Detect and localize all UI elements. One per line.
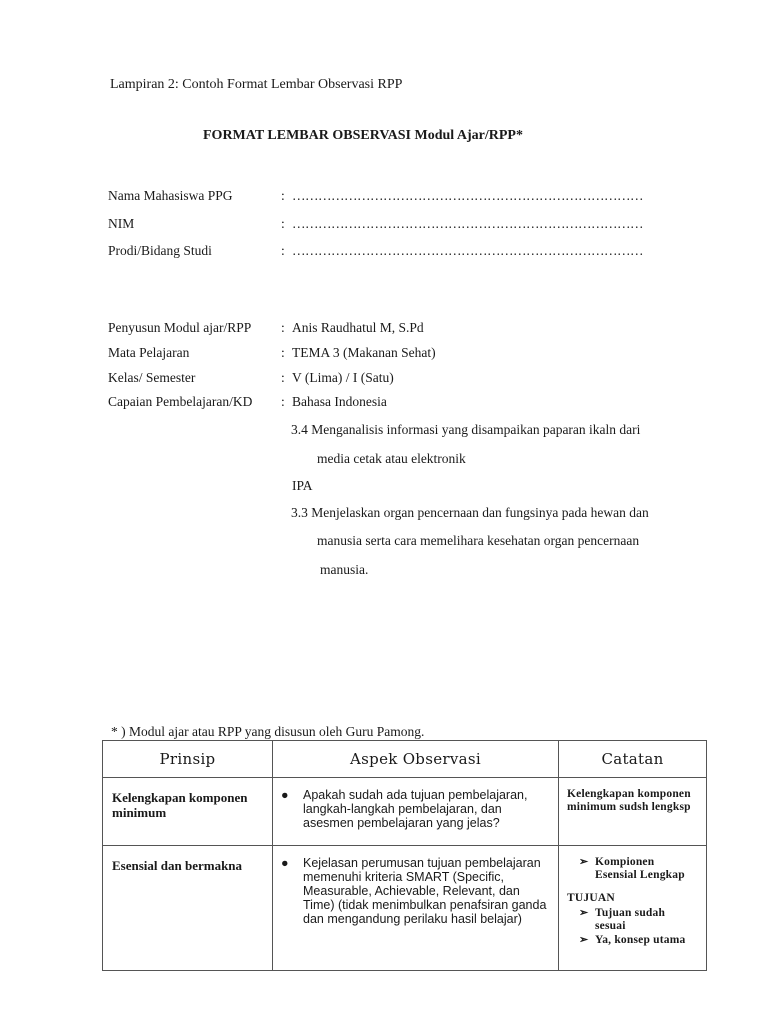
catatan-item <box>567 856 698 882</box>
cell-catatan[interactable]: Kelengkapan komponen minimum sudsh lengksp <box>559 778 707 846</box>
field-colon: : <box>281 188 285 203</box>
capaian-line: media cetak atau elektronik <box>317 451 466 466</box>
info-value-kelas: V (Lima) / I (Satu) <box>292 370 394 385</box>
catatan-item-text: Kompionen Esensial Lengkap <box>595 856 685 881</box>
arrow-bullet-icon: ➢ <box>579 907 589 919</box>
table-row <box>103 778 707 846</box>
cell-prinsip: Kelengkapan komponen minimum <box>103 778 273 846</box>
header-prinsip: Prinsip <box>103 741 273 778</box>
info-colon: : <box>281 345 285 360</box>
info-colon: : <box>281 370 285 385</box>
document-title: FORMAT LEMBAR OBSERVASI Modul Ajar/RPP* <box>203 128 523 143</box>
info-label-penyusun: Penyusun Modul ajar/RPP <box>108 320 252 335</box>
catatan-item <box>567 907 698 933</box>
info-label-kelas: Kelas/ Semester <box>108 370 196 385</box>
capaian-line: manusia serta cara memelihara kesehatan organ pencernaan <box>317 533 640 548</box>
header-catatan: Catatan <box>559 741 707 778</box>
bullet-icon: ● <box>281 856 289 870</box>
field-value-nama[interactable]: ……………………………………………………………………… <box>292 188 643 203</box>
catatan-item-text: Ya, konsep utama <box>595 934 686 946</box>
header-aspek: Aspek Observasi <box>273 741 559 778</box>
field-label-nama: Nama Mahasiswa PPG <box>108 188 233 203</box>
lampiran-heading: Lampiran 2: Contoh Format Lembar Observasi RPP <box>110 77 403 92</box>
field-value-nim[interactable]: ……………………………………………………………………… <box>292 216 643 231</box>
cell-prinsip: Esensial dan bermakna <box>103 846 273 971</box>
info-colon: : <box>281 320 285 335</box>
field-label-prodi: Prodi/Bidang Studi <box>108 243 212 258</box>
capaian-line: manusia. <box>320 562 369 577</box>
aspek-text: Apakah sudah ada tujuan pembelajaran, langkah-langkah pembelajaran, dan asesmen pembelajaran yang jelas? <box>303 788 528 830</box>
info-label-capaian: Capaian Pembelajaran/KD <box>108 394 253 409</box>
capaian-line: 3.4 Menganalisis informasi yang disampaikan paparan ikaln dari <box>291 422 641 437</box>
aspek-text: Kejelasan perumusan tujuan pembelajaran memenuhi kriteria SMART (Specific, Measurable, Achievable, Relevant, dan Time) (tidak menimbulkan penafsiran ganda dan mengandung perilaku hasil belajar) <box>303 856 547 926</box>
capaian-line: 3.3 Menjelaskan organ pencernaan dan fungsinya pada hewan dan <box>291 505 649 520</box>
info-label-mapel: Mata Pelajaran <box>108 345 190 360</box>
capaian-line: IPA <box>292 478 313 493</box>
bullet-icon: ● <box>281 788 289 802</box>
catatan-item-text: Tujuan sudah sesuai <box>595 907 666 932</box>
field-value-prodi[interactable]: ……………………………………………………………………… <box>292 243 643 258</box>
info-colon: : <box>281 394 285 409</box>
cell-catatan[interactable] <box>559 846 707 971</box>
field-colon: : <box>281 216 285 231</box>
arrow-bullet-icon: ➢ <box>579 934 589 946</box>
field-label-nim: NIM <box>108 216 135 231</box>
cell-aspek <box>273 846 559 971</box>
footnote: * ) Modul ajar atau RPP yang disusun oleh Guru Pamong. <box>111 724 425 739</box>
field-colon: : <box>281 243 285 258</box>
info-value-mapel: TEMA 3 (Makanan Sehat) <box>292 345 436 360</box>
catatan-item <box>567 934 698 947</box>
arrow-bullet-icon: ➢ <box>579 856 589 868</box>
info-value-penyusun: Anis Raudhatul M, S.Pd <box>292 320 424 335</box>
catatan-heading: TUJUAN <box>567 892 615 904</box>
table-header-row <box>103 741 707 778</box>
observation-table <box>102 740 707 971</box>
cell-aspek <box>273 778 559 846</box>
info-value-capaian: Bahasa Indonesia <box>292 394 387 409</box>
table-row <box>103 846 707 971</box>
